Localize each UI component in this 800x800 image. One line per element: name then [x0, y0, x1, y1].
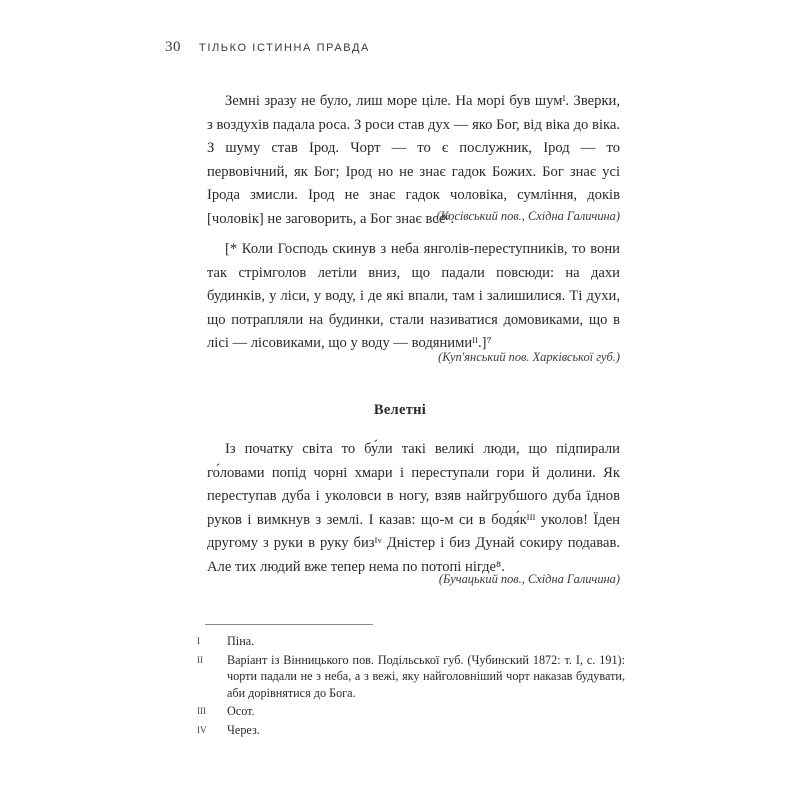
- paragraph-body: Із початку світа то бу́ли такі великі люди, що підпирали го́ловами попід чорні хмари і переступали гори й долини. Як переступав дуба і уколовси в ногу, взяв найгрубшого дуба їднов руков і вимкнув з землі. І казав: що-м си в бодя́кᴵᴵᴵ уколов! Їден другому з руки в руку бизᴵᵛ Дністер і биз Дунай сокиру подавав. Але тих людий вже тепер нема по потопі нігде⁸.: [207, 441, 620, 575]
- section-title: Велетні: [373, 402, 427, 418]
- footnote-text: Піна.: [227, 634, 255, 648]
- paragraph-text: [207, 438, 620, 579]
- paragraph-text: [207, 238, 620, 356]
- footnote: [197, 633, 625, 650]
- running-title: ТІЛЬКО ІСТИННА ПРАВДА: [199, 42, 370, 54]
- footnote: [197, 722, 625, 739]
- paragraph-body: [* Коли Господь скинув з неба янголів-переступників, то вони так стрімголов летіли вниз, що падали повсюди: на дахи будинків, у ліси, у воду, і де які впали, там і залишилися. Ті духи, що потрапляли на будинки, стали називатися домовиками, що в лісі — лісовиками, що у воду — водянимиᴵᴵ.]⁷: [207, 241, 620, 351]
- footnote-text: Осот.: [227, 704, 255, 718]
- source-attribution: (Куп'янський пов. Харківської губ.): [438, 350, 620, 364]
- footnote: [197, 652, 625, 702]
- paragraph-body: Земні зразу не було, лиш море ціле. На морі був шумᴵ. Зверки, з воздухів падала роса. З роси став дух — яко Бог, від віка до віка. З шуму став Ірод. Чорт — то є послужник, Ірод — то первовічний, як Бог; Ірод но не знає гадок Божих. Бог знає усі Ірода змисли. Ірод не знає гадок чоловіка, сумління, доків [чоловік] не заговорить, а Бог знає все⁶.: [207, 93, 620, 227]
- footnote: [197, 703, 625, 720]
- footnote-text: Варіант із Вінницького пов. Подільської губ. (Чубинский 1872: т. I, с. 191): чорти падали не з неба, а з вежі, яку найголовніший чорт наказав будувати, аби дорівнятися до Бога.: [227, 652, 625, 700]
- footnote-text: Через.: [227, 722, 260, 737]
- paragraph-fallen-angels: [207, 238, 620, 356]
- footnote-divider: [205, 624, 373, 625]
- footnote-marker: III: [197, 706, 206, 716]
- footnote-marker: II: [197, 654, 203, 665]
- footnote-marker: I: [197, 636, 200, 646]
- source-attribution: (Косівський пов., Східна Галичина): [436, 209, 620, 223]
- source-attribution: (Бучацький пов., Східна Галичина): [438, 572, 620, 586]
- page-header: [165, 39, 370, 56]
- page-number: 30: [165, 39, 181, 55]
- footnote-marker: IV: [197, 724, 207, 735]
- footnotes: [197, 633, 625, 740]
- paragraph-giants: [207, 438, 620, 579]
